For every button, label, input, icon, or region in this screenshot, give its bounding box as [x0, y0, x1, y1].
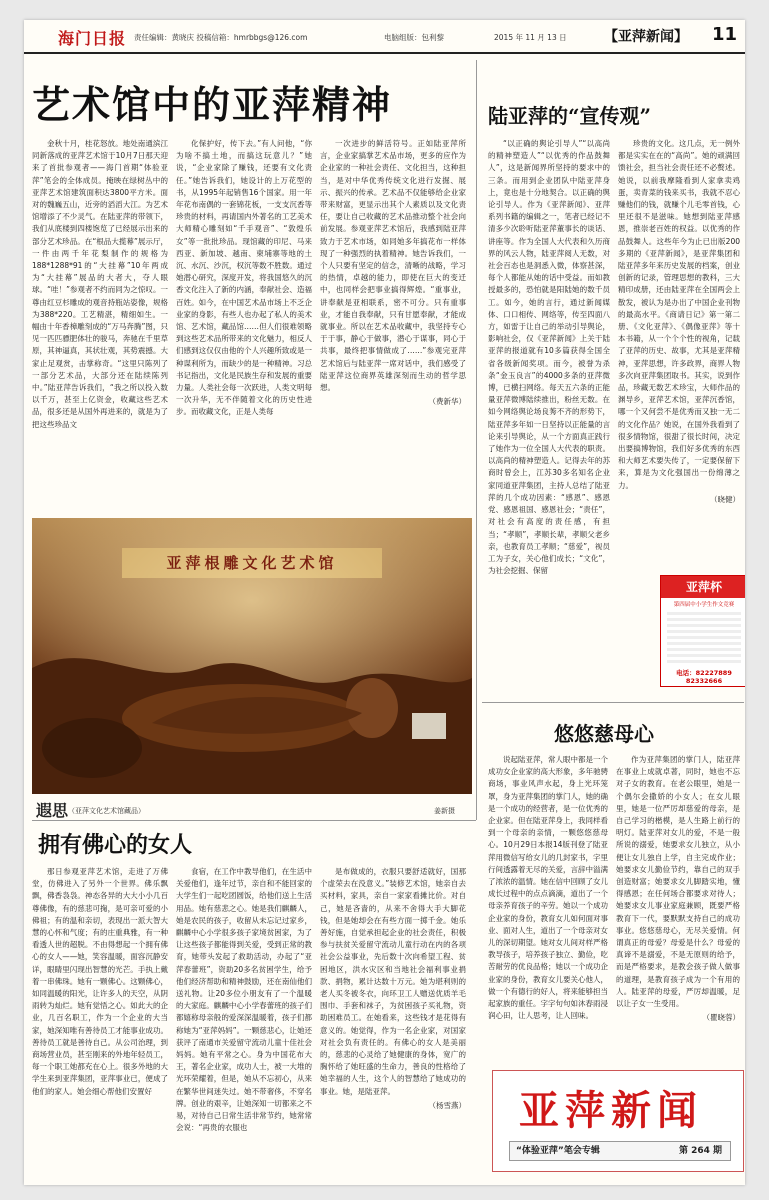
article4-text-1: 说起陆亚萍，常人眼中都是一个成功女企业家的高大形象，多年驰骋商场，事业风声水起，身上光环笼罩，身为亚萍集团的掌门人，她的确是一个成功的经营者，是一位优秀的企业家。但在陆亚萍身上，我同样看到一个母亲的亲情，一颗悠悠慈母心。10月29日本报14版刊登了陆亚萍用微信写给女儿的几封家书，字里行间透露着无尽的关爱，言辞中溢满了浓浓的温情。她在信中回顾了女儿成长过程中的点点滴滴，道出了一个母亲养育孩子的辛劳。她以一个成功企业家的身份，教育女儿如何面对事业、面对人生，道出了一个母亲对女儿的深切期望。她对女儿间对样严格教导孩子，培养孩子独立、勤俭，吃苦耐劳的优良品格；她以一个成功企业家的身份，教育女儿要关心他人，做一个有德行的好人，将来能够担当起家族的重任。字字句句如沐春雨浸润心田，让人思考，让人回味。: [488, 755, 608, 1021]
ad-title: 亚萍杯: [661, 576, 745, 598]
photo-credit: 姜新摄: [434, 807, 455, 815]
newsletter-banner: [492, 1070, 744, 1172]
article1-text-3: 一次进步的鲜活符号。正如陆亚萍所言，企业家搞掌艺术品市场，更多的应作为企业家的一种社会责任、文化担当，这种担当，是对中华优秀传统文化进行发掘、展示、振兴的传承。艺术品不仅能够给企业家带来财富，更显示出其个人素质以及文化责任，要让自己收藏的艺术品推动整个社会向前发展。参观亚萍艺术馆后，我感到陆亚萍致力于艺术市场，如同她多年搞花布一样体现了一种强烈的执着精神。她告诉我们，一个人只要有坚定的信念，清晰的战略，学习的热情，卓越的能力，即使在巨大的变迁中，也同样会把事业搞得辉煌。“重事业，讲奉献是亚相联系，密不可分。只有重事业，才能自我奉献，只有甘愿奉献，才能成就事业。所以在艺术品收藏中，我坚持专心于于事，静心于做事，潜心于谋事，同心于共事，最终把事情做成了……”参观完亚萍艺术馆后与陆亚萍一席对话中，我们感受了陆亚萍这位商界英雄深刻而生动的哲学思想。: [320, 139, 466, 393]
article2-byline: （晓健）: [710, 494, 740, 504]
ad-subtitle: 第四届中小学生作文竞赛: [673, 602, 735, 608]
article2-column-2: [618, 138, 740, 568]
section-divider-right: [482, 702, 744, 703]
article4-column-2: [616, 754, 740, 1064]
museum-sign: 亚萍根雕文化艺术馆: [166, 554, 338, 572]
artwork-photo: [32, 518, 472, 794]
ad-body: [667, 612, 741, 664]
article2-text-1: “以正确的舆论引导人”“以高尚的精神塑造人”“以优秀的作品鼓舞人”，这是新闻界所坚持的要求中的三条。而用到企业团队中陆亚萍身上，竟也是十分地契合。以正确的舆论引导人。作为《亚萍新闻》、亚萍系列书籍的编辑之一，笔者已经记不清多少次聆听陆亚萍董事长的谈话、讲座等。作为全国人大代表和久历商界的风云人物，陆亚萍阅人无数，对社会百态也是洞悉入微，体察甚深，每个人都能从她的话中受益。而如教授最多的，恐怕就是阳陆她的数千员工。如今，她的言行，通过新闻媒体、口口相传、网络等，传至四面八方，如雷于让自己的举动引导舆论，影响社会，仅《亚萍新闻》上关于陆亚萍的报道就有10多篇获得全国全省各级新闻奖项。而今，被誉为杀条“金玉良言”的4000多条的亚萍微博，已横扫网络。每天五六条的正能量亚萍微博陆续推出，粉丝无数。在如今网络舆论场良莠不齐的形势下，陆亚萍多年如一日坚持以正能量的言论来引导舆论，从一个方面真正践行了她作为一位全国人大代表的职责。以高尚的精神塑造人。记得去年的苏商时曾会上，江苏30多名知名企业家同道亚萍集团，主持人总结了陆亚萍的几个成功因素：“感恩”、感恩党、感恩祖国、感恩社会；“责任”，对社会有高度的责任感，有担当；“孝顺”，孝顺长辈，孝顺父老乡亲，也教育员工孝顺；“慈爱”，视员工为子女，关心他们成长；“文化”，为社会挖掘、保留: [488, 139, 610, 576]
article1-column-2: [176, 138, 312, 510]
column-divider: [476, 60, 477, 820]
article4-column-1: [488, 754, 608, 1064]
newspaper-logo: 海门日报: [58, 29, 127, 48]
article4-title: 悠悠慈母心: [554, 722, 654, 746]
editor-info: 责任编辑：黄晓庆 投稿信箱：hmrbbgs@126.com: [134, 33, 308, 42]
article4-byline: （瞿晓蓉）: [702, 1013, 740, 1023]
article3-byline: （杨雪燕）: [428, 1100, 466, 1110]
article3-column-2: [176, 866, 312, 1182]
article3-text-1: 那日参观亚萍艺术馆，走进了万佛堂，仿佛进入了另外一个世界。佛乐飘飘，佛香袅袅。神态各异的大大小小几百尊佛像，有的慈悲可掬，是可亲可爱的小佛祖；有的温和亲切，表现出一派大智大慧的心怀和气度；有的庄重典雅，有一种看透人世的超脱。不由得想起一个拥有佛心的女人——她，笑容温暖，面容沉静安详，眼睛里闪现出智慧的光芒。手执上戴着一串佛珠。她有一颗佛心。这颗佛心，如同温暖的阳光，让许多人的天空，从阴雨转为灿烂。她有觉悟之心。如此大的企业，几百名职工，作为一个企业的大当家，她深知唯有善待员工才能事业成功。善待员工就是善待自己。从公司治理，到商场营业员，甚至刚来的外地年轻员工，每一个职工她都充在心上。很多外地的大学生来到亚萍集团，亚萍事业已，便成了他们的家人。她会细心帮他们安置好: [32, 867, 168, 1096]
photo-caption-sub: （亚萍文化艺术馆藏品）: [68, 807, 145, 815]
article1-column-1: [32, 138, 168, 510]
banner-bar: [509, 1141, 731, 1161]
masthead: [24, 20, 745, 54]
banner-series: “体验亚萍”笔会专辑: [516, 1146, 600, 1156]
section-divider: [32, 820, 476, 821]
article3-column-1: [32, 866, 168, 1182]
newspaper-page: [24, 20, 745, 1185]
article2-title: 陆亚萍的“宣传观”: [488, 104, 652, 128]
article2-column-1: [488, 138, 610, 578]
article1-column-3: [320, 138, 466, 510]
photo-caption: 遐思: [36, 801, 69, 820]
article1-headline: 艺术馆中的亚萍精神: [32, 82, 393, 127]
banner-issue: 第 264 期: [678, 1146, 722, 1156]
competition-ad: [660, 575, 745, 687]
article3-title: 拥有佛心的女人: [38, 832, 193, 858]
article1-text-2: 化保护好，传下去。”有人问他，“你为啥不搞土地，而搞这玩意儿？”她说，“企业家除了赚钱，还要有文化责任。”她告诉我们，她设计的上万花型的书，从1995年起销售16个国家。用一年年花布南偶的一套锦花板，一支支沉香等珍贵的材料，再请国内外著名的工艺美术大师精心雕刻如“千手观音”、“敦煌乐女”等一批批珍品。现馆藏的印尼、马来西亚、新加坡、越南、柬埔寨等地的土沉、水沉、沙沉，权沉等数不胜数。通过她潜心研究，深度开发，将我国悠久的沉香文化注入了新的内涵，奉献社会、造福百姓。如今，在中国艺术品市场上不乏企业家的身影，有些人也办起了私人的美术馆、艺术馆，藏品馆……但人们很难领略到这些艺术品所带来的文化魅力，相反人们感到这仅仅由他的个人兴趣所致或是一种谋利所为，而缺少的是一种精神。习总书记指出，文化是民族生存和发展的重要力量。人类社会每一次跃进，人类文明每一次升华，无不伴随着文化的历史性进步。而收藏文化，正是人类每: [176, 139, 312, 417]
article1-text-1: 金秋十月，桂花怒放。地处南通滨江同新落成的亚萍艺术馆于10月7日那天迎来了首批参观者——海门首期“体验亚萍”笔会的全体成员。掩映在绿树丛中的亚萍艺术馆建筑面积达3800平方米。面对的魏巍五山，近旁的滔滔大江。为艺术馆增添了不少灵气。在陆亚萍的带领下，我们从底楼到四楼饱览了已经展示出来的部分艺术珍品。在“根品大揽幕”展示厅，一件由两千年花梨制作的规格为188*1288*91的“大挂幕”10年两成为“大挂幕”展品的大者大，夺人眼球。“哇！”参观者不约而同为之惊叹。一尊由红豆杉雕成的观音持瓶站姿像，规格为388*220。工艺精湛，精细如生。一幅由十年香樟雕刻成的“万马奔腾”图，只见一匹匹骠肥体壮的骏马，奔驰在千里草原，其神逼真，其状壮观，其势震撼。大家止足观赏，击掌称奇。“这里只陈列了一部分艺术品，大部分还在陆续陈列中。”陆亚萍告诉我们，“我之所以投入数以千万，甚至上亿资金，收藏这些艺术品，很多还是从国外再进来的，就是为了把这些珍品文: [32, 139, 168, 429]
ad-phone: 电话：82227889 82332666: [676, 669, 732, 685]
article3-text-2: 食宿，在工作中教导他们，在生活中关爱他们，逢年过节，亲自和不能回家的大学生们一起吃团圆饭，给他们送上生活用品。她有慈悲之心。她是我们麒麟人，她是农民的孩子，收留从未忘记过家乡，麒麟中心小学很多孩子家境贫困家，为了让这些孩子都能得到关爱，受到正常的教育，她带头发起了救助活动，办起了“亚萍春蕾班”，资助20多名贫困学生，给予他们经济帮助和精神鼓励，还在南仙他们送礼物。让20多位小朋友有了一个温暖的大家庭。麒麟中心小学春蕾班的孩子们都嬉称母亲般的爱深深温暖着，孩子们都称她为“亚萍妈妈”。一颗慈悲心，让她还获评了南通市关爱留守流动儿童十佳社会妈妈。她有平常之心。身为中国花布大王，著名企业家，成功人士，被一大堆的光环荣耀着，但是，她从不忘初心，从来在繁华世间迷失过。她不带奢侈，不穿名牌。创业的艰辛，让她深知一切都来之不易，对待自己日常生活非常节约，她常常会说：“再贵的衣服也: [176, 867, 312, 1133]
article3-column-3: [320, 866, 466, 1182]
banner-title: 亚萍新闻: [519, 1087, 703, 1134]
section-title: 【亚萍新闻】: [604, 29, 688, 45]
layout-info: 电脑组版：包利黎: [384, 33, 444, 42]
issue-date: 2015 年 11 月 13 日: [494, 33, 567, 42]
article2-text-2: 珍贵的文化。这几点，无一例外都是实实在在的“高尚”。她的顽满回馈社会，担当社会责任还不必赘述。她说，以前我摩隆看到人家拿卖鸡蛋，卖青菜的钱来买书，我就不忍心赚他们的钱，就赚个儿毛零首钱，心里还很不是滋味。她想到陆亚萍感恩，推崇老百姓的权益。以优秀的作品鼓舞人。这些年今为止已出版200多期的《亚萍新闻》，是亚萍集团和陆亚萍多年来历史发展的档案，创业创新的记录，管理思想的教科，三大精印成册，还由陆亚萍在全国两会上散发，被认为是办出了中国企业刊物的最高水平。《商请日记》第一第二册、《文化亚萍》、《偶像亚萍》等十本书籍，从一个个个性的视角，记载了亚萍的历史、故事，尤其是亚萍精神，亚萍思想，许多政界，商界人物多次向亚萍集团取书。其实，说到作品，珍藏无数艺术珍宝，大师作品的渊导乡，亚萍艺术馆，亚萍沉香馆，哪一个又何尝不是优秀而又独一无二的文化作品？她说，在国外我看到了很多情物馆，很甜了很长时间，决定出要搞博物馆，我们好多优秀的东西和大师艺术要失传了，一定要保留下来，算是为文化强国出一份绵薄之力。: [618, 139, 740, 490]
article1-byline: （费新华）: [428, 397, 466, 407]
article3-text-3: 是布做成的，衣服只要舒适就好，国那个虚荣去在没意义。”装修艺术馆，她亲自去买材料，家具，亲自一家家看摊比价。对自己，她是吝啬的，从来不舍得大手大脚花钱，但是她却会在有些方面一掷千金。她乐善好施，自觉承担起企业的社会责任，积极参与扶贫关爱留守流动儿童行动在内的各项社会公益事业，先后数十次向希望工程、贫困地区，洪水灾区和当地社会福利事业捐款、捐物，累计达数十万元。她为堪利则的老人买冬被冬衣，向环卫工人赠送优质羊毛围巾、手套和袜子，为贫困孩子买礼物，资助困难员工。在她看来，这些钱才是花得有意义的。她觉得，作为一名企业家，对国家对社会负有责任的。有佛心的女人是美丽的，慈悲的心灵给了她健康的身体，宽广的胸怀给了她旺盛的生命力，善良的性格给了她幸福的人生，这个人的智慧给了她成功的事业。她，是陆亚萍。: [320, 867, 466, 1096]
article4-text-2: 作为亚萍集团的掌门人，陆亚萍在事业上成就卓著，同时，她也不忘对子女的教育。在老公眼里，她是一个偶尔会撒娇的小女人；在女儿眼里，她是一位严厉却慈爱的母亲，是自己学习的楷模，是人生路上前行的明灯。陆亚萍对女儿的爱，不是一般所说的溺爱，她要求女儿独立，从小便让女儿独自上学，自主完成作业；她要求女儿勤俭节约，靠自己的双手创造财富；她要求女儿脚踏实地，懂得感恩；在任何场合都要求对待人；她要求女儿事业家庭兼顾，既要严格教育下一代，要默默支持自己的成功事业。悠悠慈母心，无尽关爱情。何谓真正的母爱？母爱是什么？母爱的真谛不是溺爱，不是无原则的给予，而是严格要求，是教会孩子做人做事的道理，是教育孩子成为一个有用的人。陆亚萍的母爱，严厉却温暖，足以让子女一生受用。: [616, 755, 740, 1009]
page-number: 11: [712, 24, 738, 45]
